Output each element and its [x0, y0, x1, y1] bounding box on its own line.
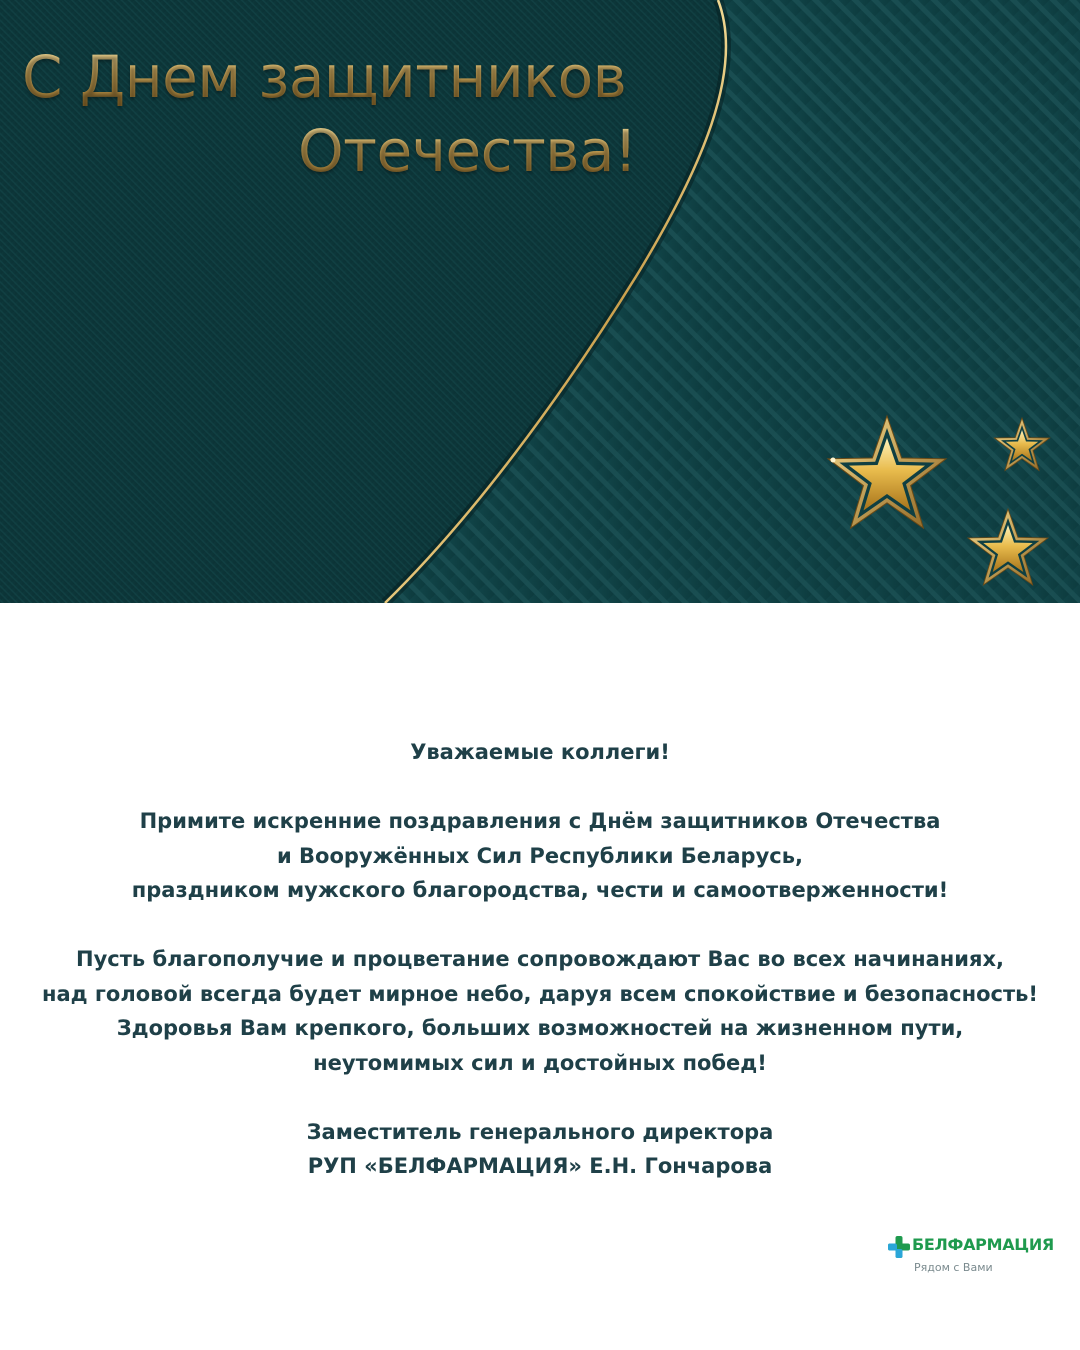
- pharmacy-cross-icon: [888, 1236, 910, 1258]
- paragraph2-line: над головой всегда будет мирное небо, даруя всем спокойствие и безопасность!: [41, 981, 1039, 1006]
- paragraph1-line: Примите искренние поздравления с Днём защитников Отечества: [139, 809, 941, 833]
- paragraph1-line: праздником мужского благородства, чести и самоотверженности!: [131, 878, 949, 902]
- paragraph2-line: Здоровья Вам крепкого, больших возможностей на жизненном пути,: [116, 1016, 964, 1040]
- signature-name: РУП «БЕЛФАРМАЦИЯ» Е.Н. Гончарова: [307, 1154, 773, 1178]
- signature-title: Заместитель генерального директора: [306, 1119, 774, 1144]
- banner-title-line-1: С Днем защитников: [22, 43, 627, 111]
- paragraph1-line: и Вооружённых Сил Республики Беларусь,: [277, 843, 803, 868]
- message-body: [0, 735, 1080, 1184]
- greeting-text: Уважаемые коллеги!: [410, 740, 670, 764]
- paragraph2-line: Пусть благополучие и процветание сопровождают Вас во всех начинаниях,: [76, 947, 1004, 971]
- logo-tagline: Рядом с Вами: [914, 1261, 993, 1274]
- logo-brand-name: БЕЛФАРМАЦИЯ: [912, 1235, 1054, 1254]
- greeting-banner: [0, 0, 1080, 603]
- banner-title-line-2: Отечества!: [298, 117, 637, 185]
- company-logo: [888, 1234, 1063, 1278]
- paragraph2-line: неутомимых сил и достойных побед!: [313, 1050, 767, 1075]
